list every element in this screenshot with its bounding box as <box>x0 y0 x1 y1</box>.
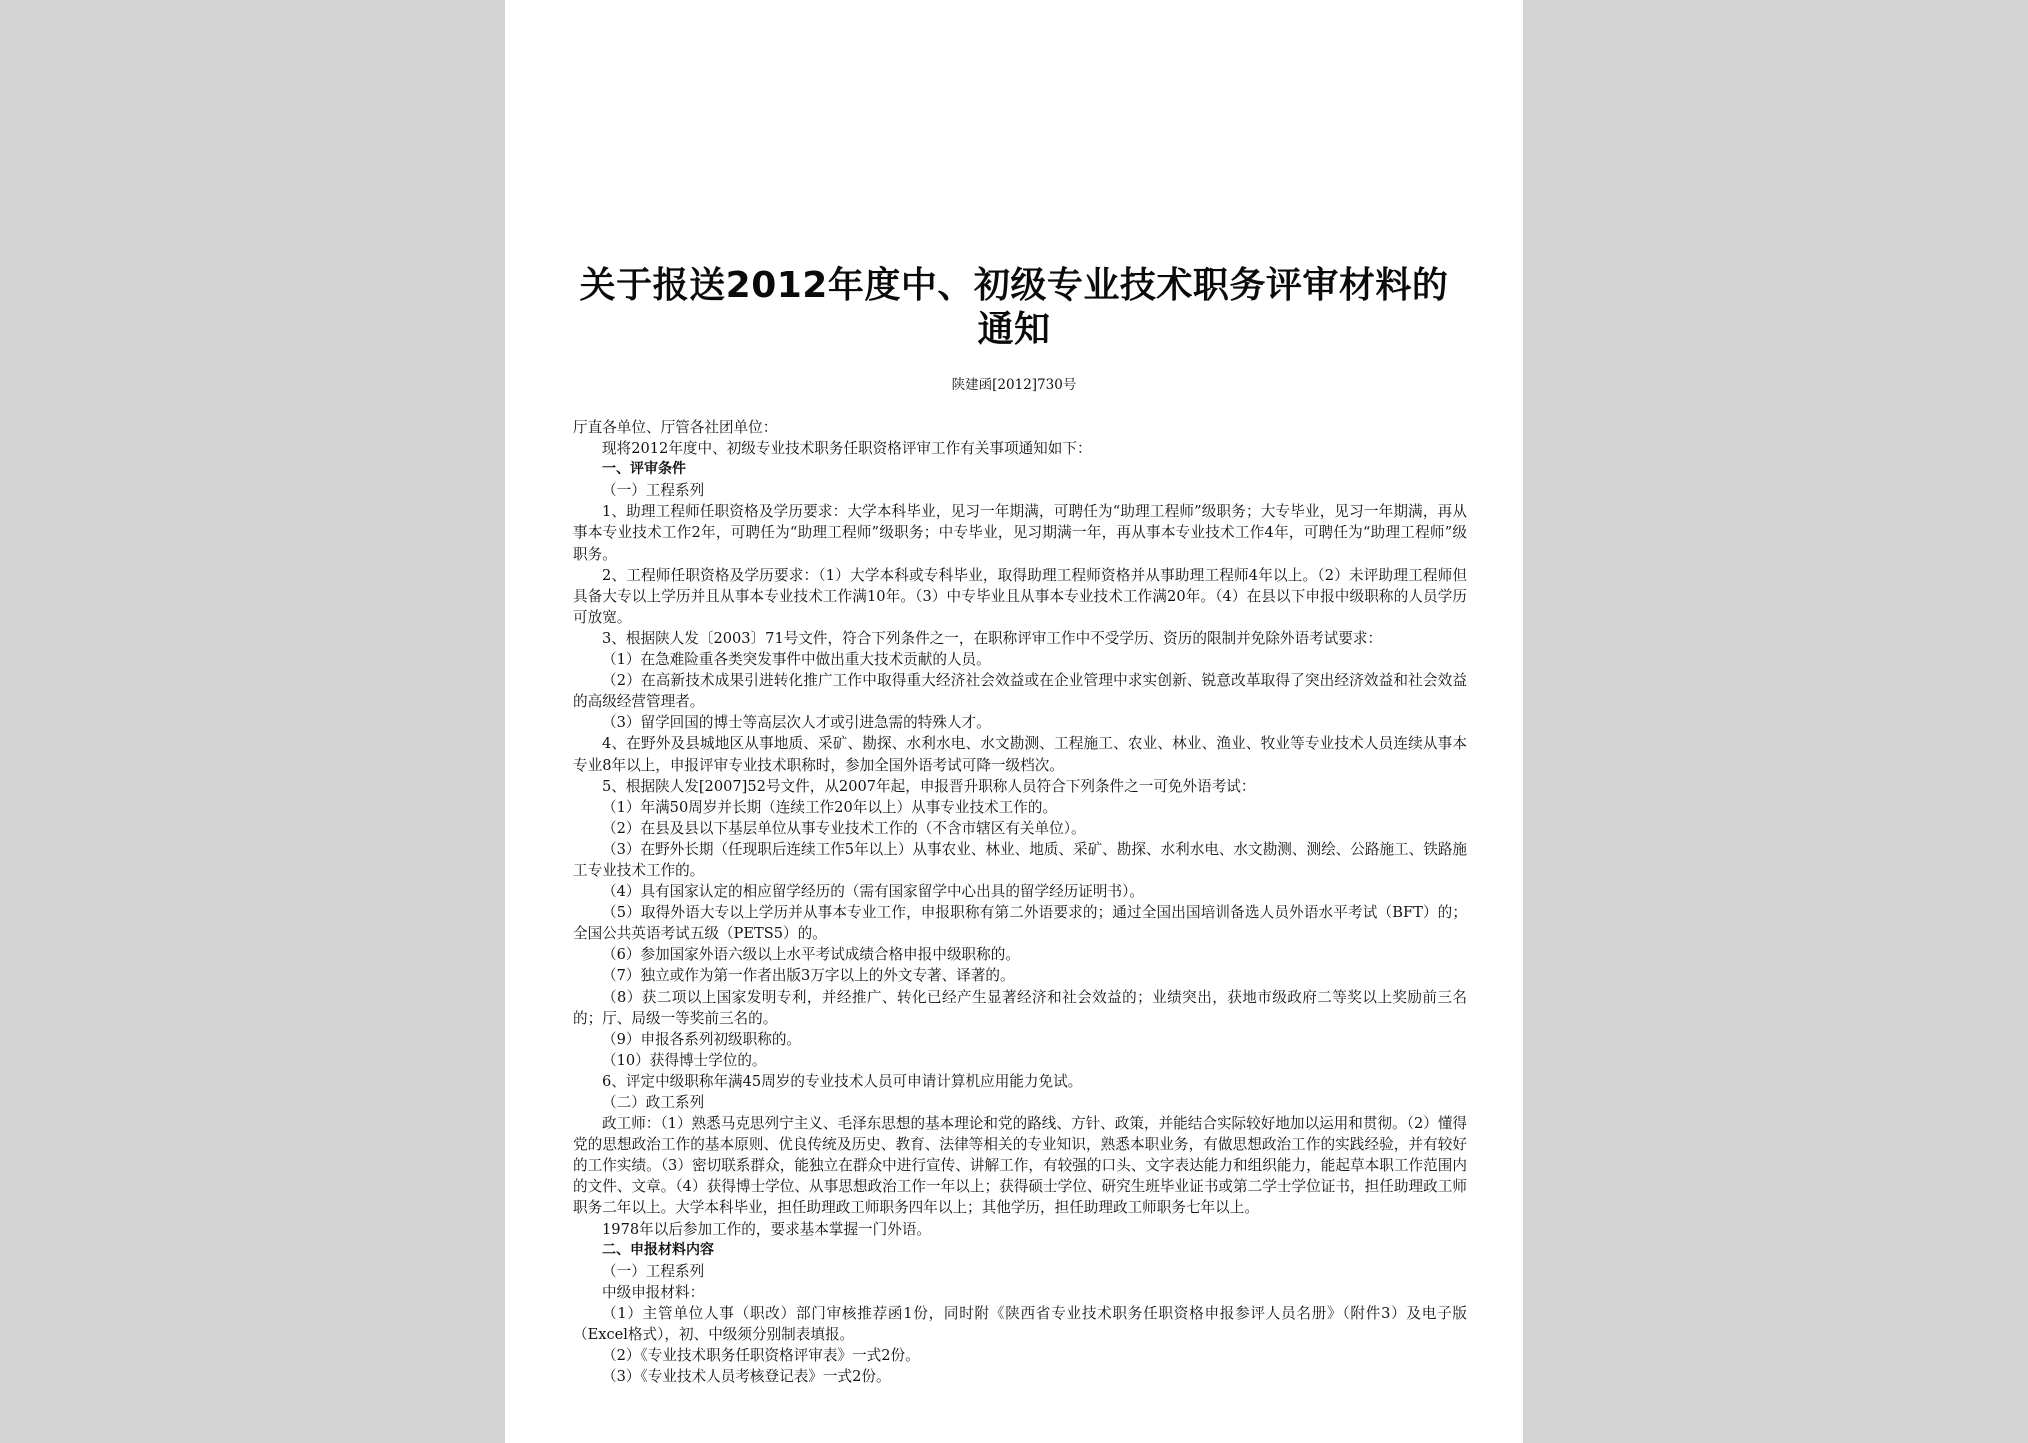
body-paragraph: （7）独立或作为第一作者出版3万字以上的外文专著、译著的。 <box>602 967 1015 985</box>
body-paragraph: 1978年以后参加工作的，要求基本掌握一门外语。 <box>602 1220 932 1238</box>
body-paragraph: （8）获二项以上国家发明专利，并经推广、转化已经产生显著经济和社会效益的；业绩突出，获地市级政府二等奖以上奖励前三名的；厅、局级一等奖前三名的。 <box>573 988 1467 1027</box>
body-paragraph: 1、助理工程师任职资格及学历要求：大学本科毕业，见习一年期满，可聘任为“助理工程师”级职务；大专毕业，见习一年期满，再从事本专业技术工作2年，可聘任为“助理工程师”级职务；中专毕业，见习期满一年，再从事本专业技术工作4年，可聘任为“助理工程师”级职务。 <box>573 503 1467 563</box>
section-heading: 二、申报材料内容 <box>602 1241 714 1258</box>
body-paragraph: （1）年满50周岁并长期（连续工作20年以上）从事专业技术工作的。 <box>602 798 1058 816</box>
body-paragraph: （10）获得博士学位的。 <box>602 1051 767 1069</box>
body-paragraph: 3、根据陕人发〔2003〕71号文件，符合下列条件之一，在职称评审工作中不受学历、资历的限制并免除外语考试要求： <box>602 629 1383 647</box>
body-paragraph: （1）主管单位人事（职改）部门审核推荐函1份，同时附《陕西省专业技术职务任职资格申报参评人员名册》（附件3）及电子版（Excel格式），初、中级须分别制表填报。 <box>573 1304 1467 1344</box>
body-paragraph: （一）工程系列 <box>602 482 705 500</box>
body-paragraph: 5、根据陕人发[2007]52号文件，从2007年起，申报晋升职称人员符合下列条件之一可免外语考试： <box>602 777 1256 795</box>
body-paragraph: （二）政工系列 <box>602 1094 705 1111</box>
document-title: 关于报送2012年度中、初级专业技术职务评审材料的通知 <box>579 265 1449 350</box>
body-paragraph: （9）申报各系列初级职称的。 <box>602 1030 802 1048</box>
body-paragraph: （一）工程系列 <box>602 1262 705 1280</box>
body-paragraph: （4）具有国家认定的相应留学经历的（需有国家留学中心出具的留学经历证明书）。 <box>602 883 1144 901</box>
body-paragraph: （2）在县及县以下基层单位从事专业技术工作的（不含市辖区有关单位）。 <box>602 819 1086 837</box>
body-paragraph: （3）留学回国的博士等高层次人才或引进急需的特殊人才。 <box>602 714 991 732</box>
body-paragraph: （2）在高新技术成果引进转化推广工作中取得重大经济社会效益或在企业管理中求实创新、锐意改革取得了突出经济效益和社会效益的高级经营管理者。 <box>573 672 1467 711</box>
body-paragraph: （3）《专业技术人员考核登记表》一式2份。 <box>602 1368 891 1386</box>
document-number: 陕建函[2012]730号 <box>951 377 1077 393</box>
document-body <box>573 417 1467 1387</box>
body-paragraph: （1）在急难险重各类突发事件中做出重大技术贡献的人员。 <box>602 651 991 669</box>
body-paragraph: 2、工程师任职资格及学历要求：（1）大学本科或专科毕业，取得助理工程师资格并从事助理工程师4年以上。（2）未评助理工程师但具备大专以上学历并且从事本专业技术工作满10年。（3）中专毕业且从事本专业技术工作满20年。（4）在县以下申报中级职称的人员学历可放宽。 <box>573 566 1467 626</box>
body-paragraph: （6）参加国家外语六级以上水平考试成绩合格申报中级职称的。 <box>602 946 1020 964</box>
body-paragraph: （5）取得外语大专以上学历并从事本专业工作，申报职称有第二外语要求的；通过全国出国培训备选人员外语水平考试（BFT）的；全国公共英语考试五级（PETS5）的。 <box>573 904 1467 943</box>
body-paragraph: （3）在野外长期（任现职后连续工作5年以上）从事农业、林业、地质、采矿、勘探、水利水电、水文勘测、测绘、公路施工、铁路施工专业技术工作的。 <box>573 840 1468 879</box>
body-paragraph: （2）《专业技术职务任职资格评审表》一式2份。 <box>602 1347 920 1365</box>
body-paragraph: 厅直各单位、厅管各社团单位： <box>573 419 778 436</box>
body-paragraph: 6、评定中级职称年满45周岁的专业技术人员可申请计算机应用能力免试。 <box>602 1072 1083 1090</box>
document-page <box>505 0 1523 1443</box>
section-heading: 一、评审条件 <box>602 461 686 478</box>
body-paragraph: 4、在野外及县城地区从事地质、采矿、勘探、水利水电、水文勘测、工程施工、农业、林业、渔业、牧业等专业技术人员连续从事本专业8年以上，申报评审专业技术职称时，参加全国外语考试可降一级档次。 <box>573 735 1467 774</box>
body-paragraph: 中级申报材料： <box>602 1283 705 1301</box>
body-paragraph: 现将2012年度中、初级专业技术职务任职资格评审工作有关事项通知如下： <box>602 440 1092 458</box>
body-paragraph: 政工师：（1）熟悉马克思列宁主义、毛泽东思想的基本理论和党的路线、方针、政策，并能结合实际较好地加以运用和贯彻。（2）懂得党的思想政治工作的基本原则、优良传统及历史、教育、法律等相关的专业知识，熟悉本职业务，有做思想政治工作的实践经验，并有较好的工作实绩。（3）密切联系群众，能独立在群众中进行宣传、讲解工作，有较强的口头、文字表达能力和组织能力，能起草本职工作范围内的文件、文章。（4）获得博士学位、从事思想政治工作一年以上；获得硕士学位、研究生班毕业证书或第二学士学位证书，担任助理政工师职务二年以上。大学本科毕业，担任助理政工师职务四年以上；其他学历，担任助理政工师职务七年以上。 <box>573 1115 1468 1217</box>
